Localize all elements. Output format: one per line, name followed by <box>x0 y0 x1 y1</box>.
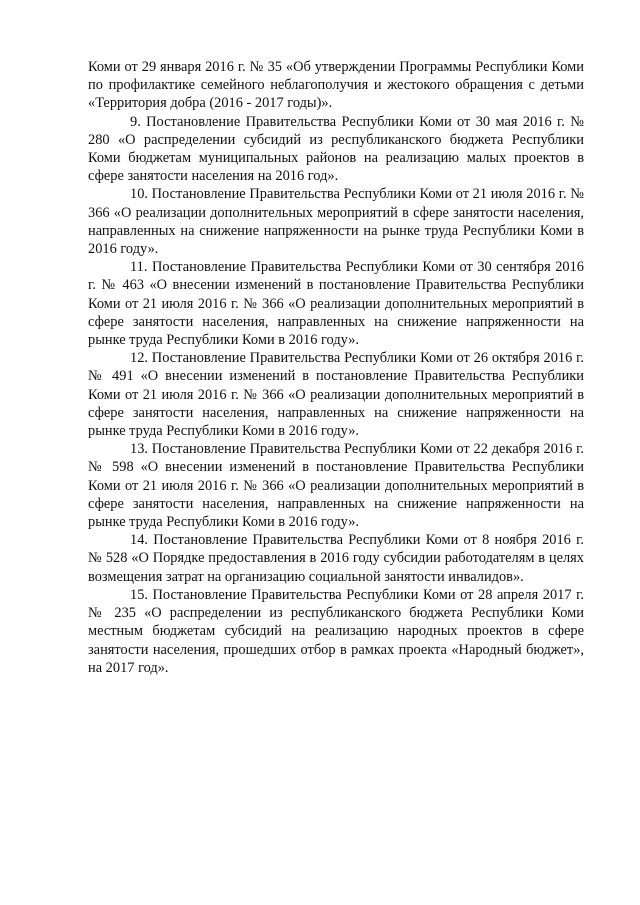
paragraph-item-11: 11. Постановление Правительства Республики Коми от 30 сентября 2016 г. № 463 «О внесении изменений в постановление Правительства Республики Коми от 21 июля 2016 г. № 366 «О реализации дополнительных мероприятий в сфере занятости населения, направленных на снижение напряженности на рынке труда Республики Коми в 2016 году». <box>88 259 584 349</box>
paragraph-item-12: 12. Постановление Правительства Республики Коми от 26 октября 2016 г. № 491 «О внесении изменений в постановление Правительства Республики Коми от 21 июля 2016 г. № 366 «О реализации дополнительных мероприятий в сфере занятости населения, направленных на снижение напряженности на рынке труда Республики Коми в 2016 году». <box>88 350 584 440</box>
paragraph-item-9: 9. Постановление Правительства Республики Коми от 30 мая 2016 г. № 280 «О распределении субсидий из республиканского бюджета Республики Коми бюджетам муниципальных районов на реализацию малых проектов в сфере занятости населения на 2016 год». <box>88 113 584 185</box>
paragraph-continuation: Коми от 29 января 2016 г. № 35 «Об утверждении Программы Республики Коми по профилактике семейного неблагополучия и жестокого обращения с детьми «Территория добра (2016 - 2017 годы)». <box>88 59 584 112</box>
document-page <box>88 58 584 677</box>
paragraph-item-15: 15. Постановление Правительства Республики Коми от 28 апреля 2017 г. № 235 «О распределении из республиканского бюджета Республики Коми местным бюджетам субсидий на реализацию народных проектов в сфере занятости населения, прошедших отбор в рамках проекта «Народный бюджет», на 2017 год». <box>88 586 584 676</box>
paragraph-item-10: 10. Постановление Правительства Республики Коми от 21 июля 2016 г. № 366 «О реализации дополнительных мероприятий в сфере занятости населения, направленных на снижение напряженности на рынке труда Республики Коми в 2016 году». <box>88 186 584 258</box>
paragraph-item-14: 14. Постановление Правительства Республики Коми от 8 ноября 2016 г. № 528 «О Порядке предоставления в 2016 году субсидии работодателям в целях возмещения затрат на организацию социальной занятости инвалидов». <box>88 532 584 585</box>
paragraph-item-13: 13. Постановление Правительства Республики Коми от 22 декабря 2016 г. № 598 «О внесении изменений в постановление Правительства Республики Коми от 21 июля 2016 г. № 366 «О реализации дополнительных мероприятий в сфере занятости населения, направленных на снижение напряженности на рынке труда Республики Коми в 2016 году». <box>88 441 584 531</box>
